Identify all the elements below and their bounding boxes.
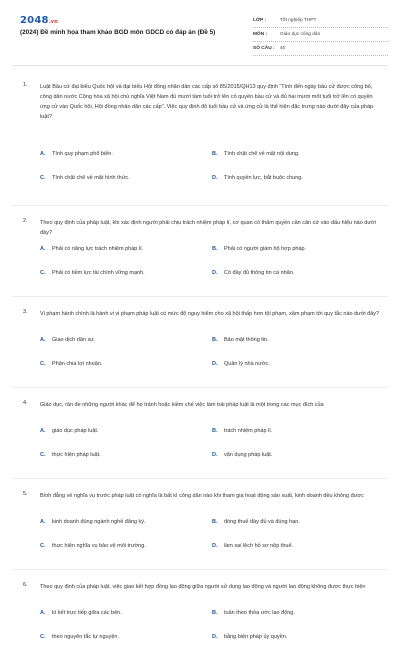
meta-key: MÔN : <box>253 32 268 37</box>
question-text: Bình đẳng về nghĩa vụ trước pháp luật có nghĩa là bất kì công dân nào khi tham gia hoạt động sản xuất, kinh doanh đều không được <box>40 493 364 499</box>
page-header <box>0 0 400 62</box>
meta-value: Giáo dục công dân <box>280 32 321 37</box>
meta-row-class <box>253 14 388 28</box>
question-number: 5. <box>23 491 28 497</box>
exam-title: (2024) Đề minh họa tham khảo BGD môn GDCD có đáp án (Đề 5) <box>20 29 216 36</box>
question-item <box>12 214 388 297</box>
question-text: Theo quy định của pháp luật, việc giao kết hợp đồng lao động giữa người sử dụng lao động và người lao động không được thực hiện <box>40 584 366 590</box>
option-a[interactable]: A. kinh doanh đúng ngành nghề đăng ký. <box>40 519 146 525</box>
option-c[interactable]: C. Phân chia lợi nhuận. <box>40 361 103 367</box>
question-item <box>12 396 388 479</box>
question-text: Luật Bầu cử đại biểu Quốc hội và đại biểu Hội đồng nhân dân các cấp số 85/2015/QH13 quy định “Tính đến ngày bầu cử được công bố, công dân nước Cộng hòa xã hội chủ nghĩa Việt Nam đủ mười tám tuổi trở lên có quyền bầu cử và đủ hai mươi mốt tuổi trở lên có quyền ứng cử vào Quốc hội, Hội đồng nhân dân các cấp”. Việc quy định độ tuổi bầu cử và ứng cử là thể hiện đặc trưng nào dưới đây của pháp luật? <box>40 84 374 120</box>
option-b[interactable]: B. đóng thuế đầy đủ và đúng hạn. <box>212 519 300 525</box>
question-item <box>12 305 388 388</box>
question-number: 1. <box>23 82 28 88</box>
question-number: 2. <box>23 218 28 224</box>
option-b[interactable]: B. Tính chặt chẽ về mặt nội dung. <box>212 151 300 157</box>
question-number: 3. <box>23 309 28 315</box>
question-text: Giáo dục, răn đe những người khác để họ tránh hoặc kiềm chế việc làm trái pháp luật là một trong các mục đích của <box>40 402 324 408</box>
question-item <box>12 487 388 570</box>
option-a[interactable]: A. Tính quy phạm phổ biến. <box>40 151 113 157</box>
meta-row-subject <box>253 28 388 42</box>
exam-meta-table <box>253 14 388 56</box>
question-number: 6. <box>23 582 28 588</box>
option-c[interactable]: C. Tính chặt chẽ về mặt hình thức. <box>40 175 130 181</box>
option-d[interactable]: D. Quản lý nhà nước. <box>212 361 270 367</box>
option-d[interactable]: D. vận dụng pháp luật. <box>212 452 273 458</box>
option-c[interactable]: C. thực hiện nghĩa vụ bảo vệ môi trường. <box>40 543 146 549</box>
option-a[interactable]: A. Giao dịch dân sự. <box>40 337 96 343</box>
question-text: Theo quy định của pháp luật, khi xác định người phải chịu trách nhiệm pháp lí, cơ quan có thẩm quyền cần căn cứ vào dấu hiệu nào dưới đây? <box>40 220 376 236</box>
meta-key: LỚP : <box>253 18 267 23</box>
option-a[interactable]: A. giáo dục pháp luật. <box>40 428 99 434</box>
option-d[interactable]: D. bằng biện pháp ủy quyền. <box>212 634 288 640</box>
option-b[interactable]: B. trách nhiệm pháp lí. <box>212 428 273 434</box>
option-d[interactable]: D. Tính quyền lực, bắt buộc chung. <box>212 175 303 181</box>
question-item <box>12 78 388 206</box>
meta-value: Tốt nghiệp THPT <box>280 18 317 23</box>
site-logo[interactable]: 2048.vn <box>20 15 58 26</box>
meta-value: 40 <box>280 46 286 51</box>
question-number: 4. <box>23 400 28 406</box>
question-text: Vi phạm hành chính là hành vi vi phạm pháp luật có mức độ nguy hiểm cho xã hội thấp hơn tội phạm, xâm phạm tới quy tắc nào dưới đây? <box>40 311 380 317</box>
header-divider <box>12 65 388 66</box>
option-b[interactable]: B. Bảo mật thông tin. <box>212 337 269 343</box>
meta-row-count <box>253 42 388 56</box>
option-d[interactable]: D. làm sai lệch hồ sơ nộp thuế. <box>212 543 294 549</box>
option-b[interactable]: B. tuân theo thỏa ước lao động. <box>212 610 295 616</box>
option-b[interactable]: B. Phải có người giám hộ hợp pháp. <box>212 246 307 252</box>
question-list <box>0 78 400 648</box>
option-d[interactable]: D. Có đầy đủ thông tin cá nhân. <box>212 270 295 276</box>
option-c[interactable]: C. Phải có tiềm lực tài chính vững mạnh. <box>40 270 145 276</box>
option-c[interactable]: C. thực hiện pháp luật. <box>40 452 101 458</box>
option-a[interactable]: A. kí kết trực tiếp giữa các bên. <box>40 610 122 616</box>
question-item <box>12 578 388 648</box>
option-a[interactable]: A. Phải có năng lực trách nhiệm pháp lí. <box>40 246 144 252</box>
option-c[interactable]: C. theo nguyên tắc tự nguyện. <box>40 634 119 640</box>
meta-key: SỐ CÂU : <box>253 46 275 51</box>
